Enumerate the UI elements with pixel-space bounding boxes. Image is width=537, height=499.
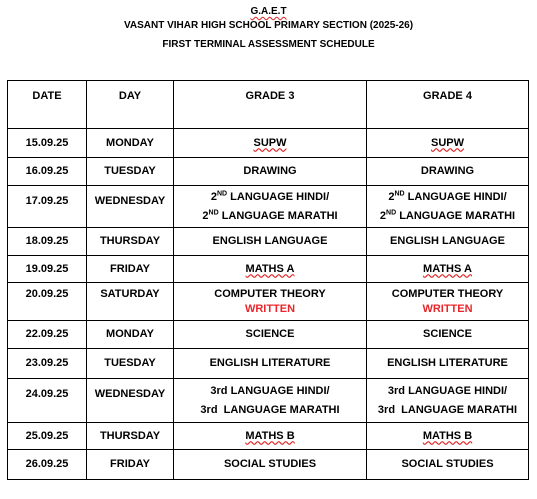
day-cell: WEDNESDAY — [87, 186, 174, 228]
subject-line-2: 2ND LANGUAGE MARATHI — [379, 208, 516, 222]
table-row — [8, 379, 529, 423]
grade4-cell: MATHS B — [367, 423, 529, 450]
date-cell: 26.09.25 — [8, 450, 87, 480]
grade4-cell: SOCIAL STUDIES — [367, 450, 529, 480]
day-cell: MONDAY — [87, 321, 174, 349]
table-row — [8, 158, 529, 186]
grade3-cell: MATHS B — [174, 423, 367, 450]
subject-line-1: COMPUTER THEORY — [391, 287, 504, 300]
subject-line-2: 2ND LANGUAGE MARATHI — [202, 208, 338, 222]
table-row — [8, 283, 529, 321]
subject-line-2: 3rd LANGUAGE MARATHI — [377, 403, 518, 416]
grade4-cell: DRAWING — [367, 158, 529, 186]
grade4-cell — [367, 283, 529, 321]
grade4-cell — [367, 186, 529, 228]
grade4-cell: MATHS A — [367, 256, 529, 283]
subject-line-1: 2ND LANGUAGE HINDI/ — [388, 189, 507, 203]
written-label: WRITTEN — [244, 302, 296, 315]
day-cell: FRIDAY — [87, 256, 174, 283]
written-label: WRITTEN — [422, 302, 473, 315]
table-row — [8, 423, 529, 450]
date-cell: 16.09.25 — [8, 158, 87, 186]
subject-line-1: 3rd LANGUAGE HINDI/ — [387, 384, 508, 397]
schedule-title: FIRST TERMINAL ASSESSMENT SCHEDULE — [162, 39, 375, 50]
table-row — [8, 186, 529, 228]
table-header-row — [8, 81, 529, 129]
grade4-cell: ENGLISH LANGUAGE — [367, 228, 529, 256]
table-row — [8, 349, 529, 379]
grade3-cell: SUPW — [174, 129, 367, 158]
grade3-cell — [174, 186, 367, 228]
day-cell: THURSDAY — [87, 423, 174, 450]
grade3-cell — [174, 379, 367, 423]
date-cell: 22.09.25 — [8, 321, 87, 349]
grade4-cell — [367, 379, 529, 423]
grade4-cell: ENGLISH LITERATURE — [367, 349, 529, 379]
date-cell: 24.09.25 — [8, 379, 87, 423]
col-header-day: DAY — [87, 81, 174, 129]
date-cell: 17.09.25 — [8, 186, 87, 228]
date-cell: 20.09.25 — [8, 283, 87, 321]
col-header-grade4: GRADE 4 — [367, 81, 529, 129]
table-row — [8, 321, 529, 349]
day-cell: THURSDAY — [87, 228, 174, 256]
day-cell: FRIDAY — [87, 450, 174, 480]
grade3-cell: SOCIAL STUDIES — [174, 450, 367, 480]
date-cell: 18.09.25 — [8, 228, 87, 256]
day-cell: WEDNESDAY — [87, 379, 174, 423]
day-cell: TUESDAY — [87, 349, 174, 379]
grade3-cell: DRAWING — [174, 158, 367, 186]
date-cell: 19.09.25 — [8, 256, 87, 283]
day-cell: MONDAY — [87, 129, 174, 158]
date-cell: 25.09.25 — [8, 423, 87, 450]
table-row — [8, 256, 529, 283]
day-cell: TUESDAY — [87, 158, 174, 186]
grade4-cell: SCIENCE — [367, 321, 529, 349]
table-row — [8, 129, 529, 158]
date-cell: 15.09.25 — [8, 129, 87, 158]
grade3-cell: MATHS A — [174, 256, 367, 283]
day-cell: SATURDAY — [87, 283, 174, 321]
col-header-grade3: GRADE 3 — [174, 81, 367, 129]
org-name: G.A.E.T — [250, 6, 287, 17]
subject-line-1: COMPUTER THEORY — [214, 287, 326, 300]
subject-line-1: 3rd LANGUAGE HINDI/ — [210, 384, 330, 397]
grade3-cell: SCIENCE — [174, 321, 367, 349]
grade3-cell: ENGLISH LITERATURE — [174, 349, 367, 379]
col-header-date: DATE — [8, 81, 87, 129]
subject-line-2: 3rd LANGUAGE MARATHI — [200, 403, 340, 416]
grade3-cell: ENGLISH LANGUAGE — [174, 228, 367, 256]
school-name: VASANT VIHAR HIGH SCHOOL PRIMARY SECTION (2025-26) — [123, 20, 414, 31]
table-row — [8, 450, 529, 480]
date-cell: 23.09.25 — [8, 349, 87, 379]
schedule-table — [7, 80, 529, 480]
grade4-cell: SUPW — [367, 129, 529, 158]
table-row — [8, 228, 529, 256]
subject-line-1: 2ND LANGUAGE HINDI/ — [210, 189, 330, 203]
grade3-cell — [174, 283, 367, 321]
